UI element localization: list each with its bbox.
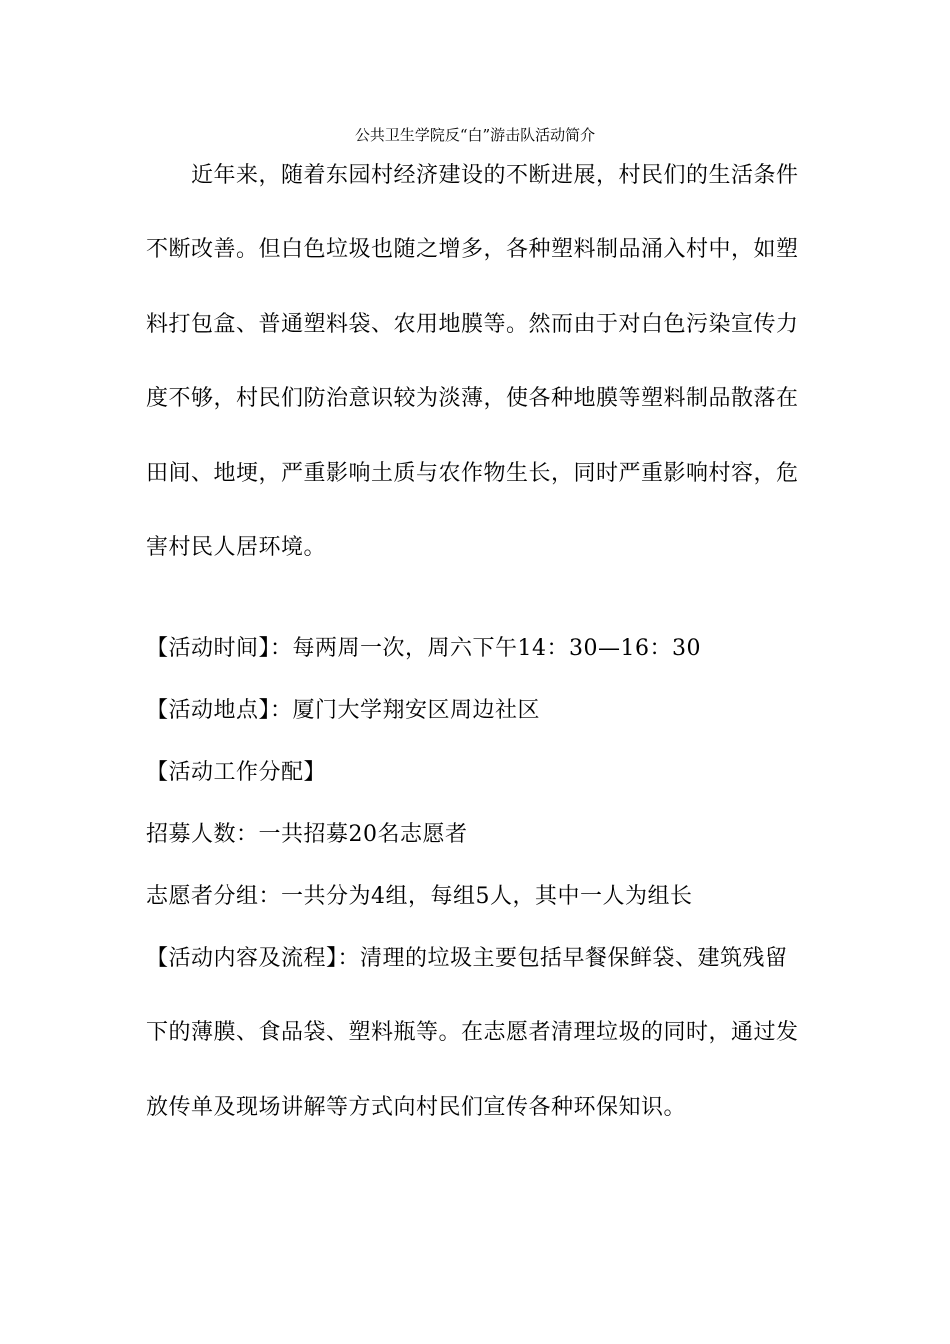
document-title: 公共卫生学院反“白”游击队活动简介 [354, 126, 596, 144]
intro-line: 不断改善。但白色垃圾也随之增多，各种塑料制品涌入村中，如塑 [146, 237, 799, 262]
intro-line: 田间、地埂，严重影响土质与农作物生长，同时严重影响村容，危 [146, 461, 799, 486]
recruit-count: 招募人数：一共招募20名志愿者 [146, 822, 468, 847]
work-assignment-heading: 【活动工作分配】 [146, 760, 327, 785]
volunteer-groups: 志愿者分组：一共分为4组，每组5人，其中一人为组长 [146, 884, 693, 909]
intro-line: 近年来，随着东园村经济建设的不断进展，村民们的生活条件 [146, 163, 799, 188]
content-line: 下的薄膜、食品袋、塑料瓶等。在志愿者清理垃圾的同时，通过发 [146, 1020, 799, 1045]
content-line: 放传单及现场讲解等方式向村民们宣传各种环保知识。 [146, 1095, 687, 1120]
intro-line: 害村民人居环境。 [146, 535, 327, 560]
activity-place: 【活动地点】：厦门大学翔安区周边社区 [146, 698, 541, 723]
content-line: 【活动内容及流程】：清理的垃圾主要包括早餐保鲜袋、建筑残留 [146, 946, 788, 971]
activity-time: 【活动时间】：每两周一次，周六下午14：30—16：30 [146, 636, 701, 661]
intro-line: 度不够，村民们防治意识较为淡薄，使各种地膜等塑料制品散落在 [146, 386, 799, 411]
intro-line: 料打包盒、普通塑料袋、农用地膜等。然而由于对白色污染宣传力 [146, 312, 799, 337]
